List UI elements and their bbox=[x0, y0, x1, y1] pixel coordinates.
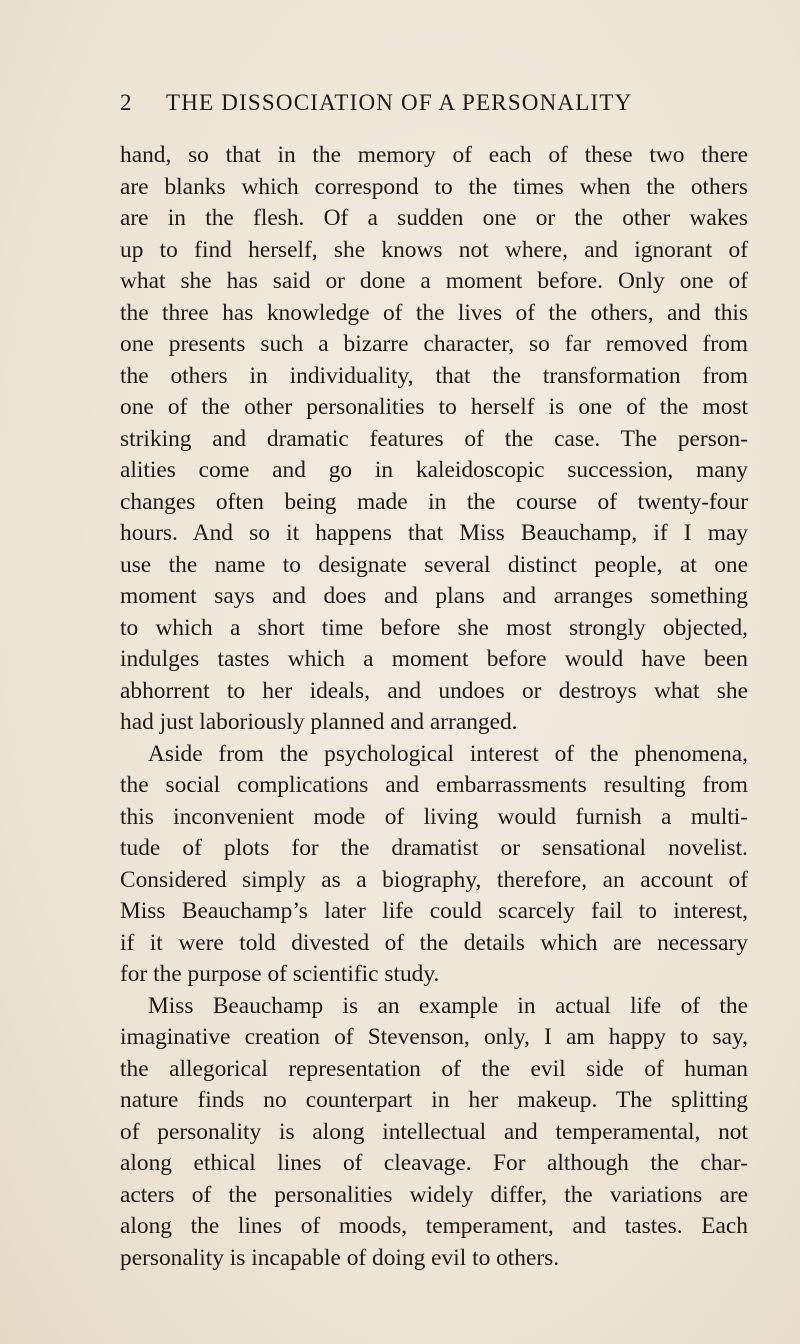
text-line: this inconvenient mode of living would furnish a multi- bbox=[120, 803, 748, 830]
text-line: changes often being made in the course of twenty-four bbox=[120, 488, 748, 515]
text-line: Miss Beauchamp’s later life could scarcely fail to interest, bbox=[120, 898, 748, 924]
text-line: Miss Beauchamp is an example in actual life of the bbox=[148, 992, 748, 1019]
text-line: of personality is along intellectual and temperamental, not bbox=[120, 1118, 748, 1145]
text-line: imaginative creation of Stevenson, only, I am happy to say, bbox=[120, 1024, 748, 1050]
text-line: tude of plots for the dramatist or sensational novelist. bbox=[120, 835, 748, 861]
text-line: the social complications and embarrassments resulting from bbox=[120, 772, 748, 798]
text-line: are blanks which correspond to the times when the others bbox=[120, 173, 748, 200]
text-line: indulges tastes which a moment before would have been bbox=[120, 646, 748, 672]
text-line: Considered simply as a biography, therefore, an account of bbox=[120, 866, 748, 893]
text-line: nature finds no counterpart in her makeup. The splitting bbox=[120, 1087, 748, 1113]
paragraph bbox=[120, 739, 748, 991]
text-line: had just laboriously planned and arranged. bbox=[120, 709, 518, 735]
text-line: acters of the personalities widely differ, the variations are bbox=[120, 1181, 748, 1208]
text-line: along ethical lines of cleavage. For although the char- bbox=[120, 1150, 748, 1176]
text-line: for the purpose of scientific study. bbox=[120, 961, 440, 987]
text-line: hand, so that in the memory of each of these two there bbox=[120, 142, 748, 168]
text-line: use the name to designate several distinct people, at one bbox=[120, 551, 748, 578]
text-line: alities come and go in kaleidoscopic succession, many bbox=[120, 457, 748, 483]
text-line: personality is incapable of doing evil to others. bbox=[120, 1244, 560, 1271]
body-text bbox=[120, 140, 748, 1274]
text-line: striking and dramatic features of the case. The person- bbox=[120, 425, 748, 452]
paragraph bbox=[120, 140, 748, 739]
text-line: are in the flesh. Of a sudden one or the other wakes bbox=[120, 205, 748, 231]
text-line: abhorrent to her ideals, and undoes or destroys what she bbox=[120, 677, 748, 704]
text-line: the allegorical representation of the evil side of human bbox=[120, 1055, 748, 1082]
text-line: hours. And so it happens that Miss Beauchamp, if I may bbox=[120, 520, 748, 546]
text-line: what she has said or done a moment before. Only one of bbox=[120, 268, 748, 294]
page-number: 2 bbox=[120, 90, 133, 115]
text-line: to which a short time before she most strongly objected, bbox=[120, 614, 748, 641]
text-line: Aside from the psychological interest of the phenomena, bbox=[148, 740, 748, 767]
paragraph bbox=[120, 991, 748, 1275]
text-line: one of the other personalities to herself is one of the most bbox=[120, 394, 748, 420]
text-line: one presents such a bizarre character, so far removed from bbox=[120, 331, 748, 357]
text-line: if it were told divested of the details which are necessary bbox=[120, 929, 748, 956]
running-head bbox=[120, 90, 720, 116]
text-line: up to find herself, she knows not where, and ignorant of bbox=[120, 236, 748, 263]
text-line: moment says and does and plans and arranges something bbox=[120, 583, 748, 609]
running-title: THE DISSOCIATION OF A PERSONALITY bbox=[166, 90, 633, 115]
text-line: the others in individuality, that the transformation from bbox=[120, 362, 748, 389]
text-line: the three has knowledge of the lives of the others, and this bbox=[120, 299, 748, 326]
text-line: along the lines of moods, temperament, and tastes. Each bbox=[120, 1213, 748, 1239]
